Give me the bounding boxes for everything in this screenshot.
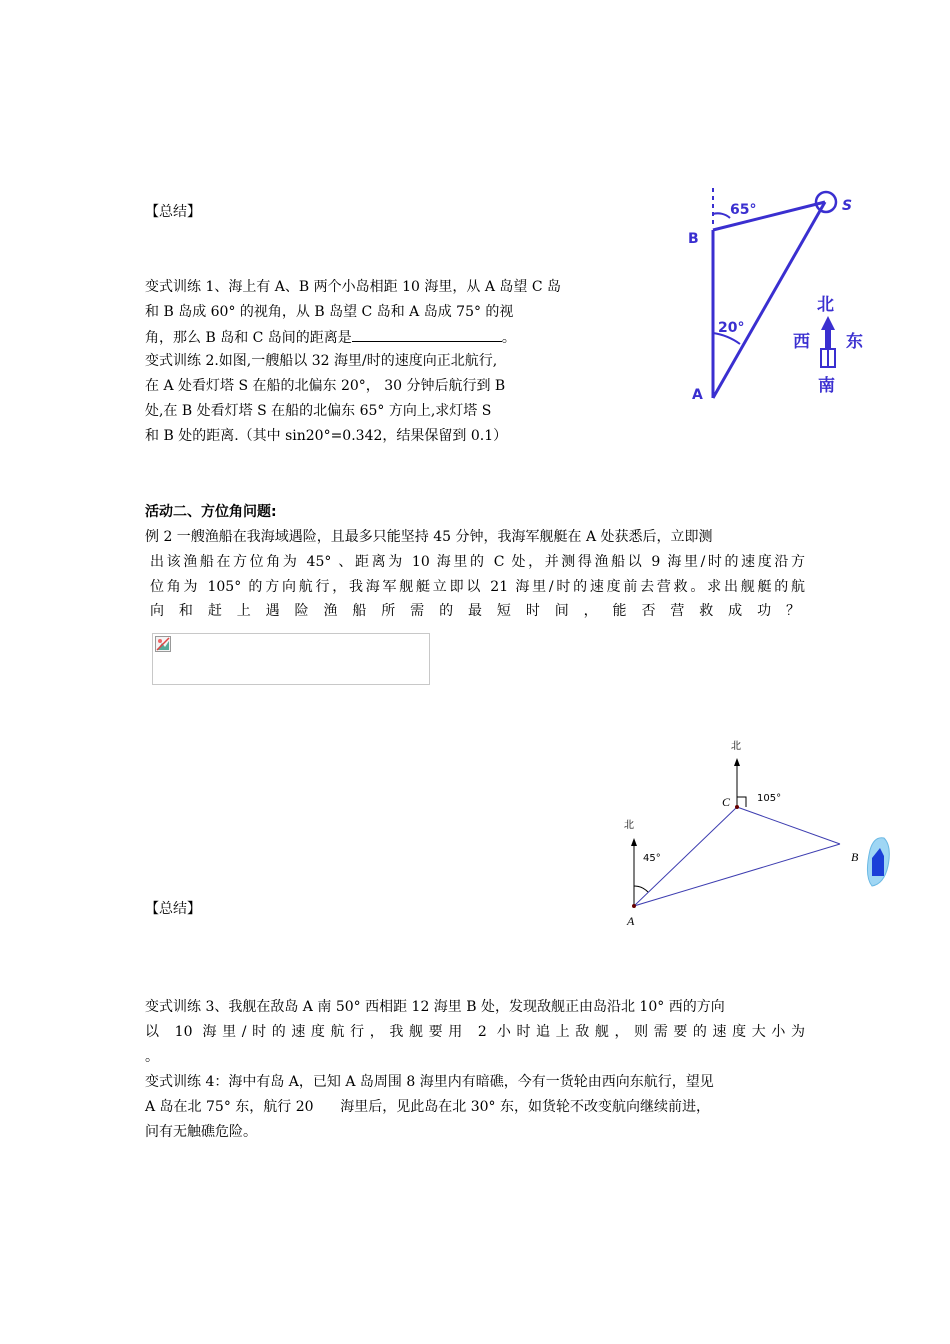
summary-label-2: 【总结】 (145, 901, 201, 917)
north-label-left: 北 (624, 820, 634, 831)
exercise4-line-2: A 岛在北 75° 东，航行 20 海里后，见此岛在北 30° 东，如货轮不改变航向继续前进， (145, 1099, 710, 1115)
example2-line-4: 向和赶上遇险渔船所需的最短时间，能否营救成功？ (150, 603, 800, 619)
compass-arrow-icon (821, 316, 835, 367)
line-as (713, 202, 825, 398)
summary-label-1: 【总结】 (145, 204, 201, 220)
exercise3-line-1: 变式训练 3、我舰在敌岛 A 南 50° 西相距 12 海里 B 处，发现敌舰正由岛沿北 10° 西的方向 (145, 999, 725, 1015)
exercise4-line-1: 变式训练 4：海中有岛 A，已知 A 岛周围 8 海里内有暗礁，今有一货轮由西向东航行，望见 (145, 1074, 714, 1090)
angle-mark-105 (737, 797, 746, 807)
segment-ab (634, 844, 840, 906)
exercise3-line-3: 。 (145, 1049, 159, 1065)
island-icon (867, 838, 889, 886)
point-c (735, 805, 739, 809)
label-a: A (692, 387, 703, 403)
exercise1-line-3 (145, 327, 516, 348)
label-c: C (722, 795, 731, 809)
example2-line-3: 位角为 105° 的方向航行，我海军舰艇立即以 21 海里/时的速度前去营救。求出舰艇的航 (150, 579, 805, 595)
label-a-fig2: A (627, 914, 635, 928)
exercise1-line-3-end: 。 (501, 330, 516, 346)
example2-line-2: 出该渔船在方位角为 45° 、距离为 10 海里的 C 处，并测得渔船以 9 海里/时的速度沿方 (150, 554, 805, 570)
segment-cb (737, 807, 840, 844)
exercise3-line-2: 以 10 海里/时的速度航行，我舰要用 2 小时追上敌舰，则需要的速度大小为 (145, 1024, 805, 1040)
compass-east: 东 (846, 332, 863, 352)
point-a (632, 904, 636, 908)
angle-105-label: 105° (757, 793, 782, 804)
north-arrowhead-a (631, 838, 637, 846)
angle-65-label: 65° (730, 202, 757, 218)
north-arrowhead-c (734, 758, 740, 766)
exercise2-line-2: 在 A 处看灯塔 S 在船的北偏东 20°， 30 分钟后航行到 B (145, 378, 506, 394)
figure-lighthouse (680, 185, 880, 405)
activity2-heading: 活动二、方位角问题: (145, 504, 277, 520)
angle-arc-45 (634, 886, 648, 892)
compass-south: 南 (818, 376, 835, 396)
broken-image-icon (155, 636, 171, 652)
example2-line-1: 例 2 一艘渔船在我海域遇险，且最多只能坚持 45 分钟，我海军舰艇在 A 处获悉后，立即测 (145, 529, 713, 545)
exercise2-line-1: 变式训练 2.如图,一艘船以 32 海里/时的速度向正北航行, (145, 353, 498, 369)
exercise2-line-3: 处,在 B 处看灯塔 S 在船的北偏东 65° 方向上,求灯塔 S (145, 403, 492, 419)
label-b: B (688, 231, 699, 247)
exercise1-line-3-text: 角，那么 B 岛和 C 岛间的距离是 (145, 330, 352, 346)
broken-image-placeholder (152, 633, 430, 685)
answer-blank[interactable] (352, 327, 502, 342)
label-s: S (842, 198, 853, 214)
angle-20-label: 20° (718, 320, 745, 336)
figure-rescue (610, 735, 900, 935)
exercise1-line-1: 变式训练 1、海上有 A、B 两个小岛相距 10 海里，从 A 岛望 C 岛 (145, 279, 561, 295)
angle-45-label: 45° (643, 853, 661, 864)
compass-north: 北 (817, 295, 834, 315)
compass-west: 西 (793, 332, 810, 352)
exercise1-line-2: 和 B 岛成 60° 的视角，从 B 岛望 C 岛和 A 岛成 75° 的视 (145, 304, 514, 320)
angle-arc-65 (713, 213, 730, 218)
exercise4-line-3: 问有无触礁危险。 (145, 1124, 257, 1140)
north-label-top: 北 (731, 741, 741, 752)
exercise2-line-4: 和 B 处的距离.（其中 sin20°=0.342，结果保留到 0.1） (145, 428, 508, 444)
label-b-fig2: B (851, 850, 859, 864)
